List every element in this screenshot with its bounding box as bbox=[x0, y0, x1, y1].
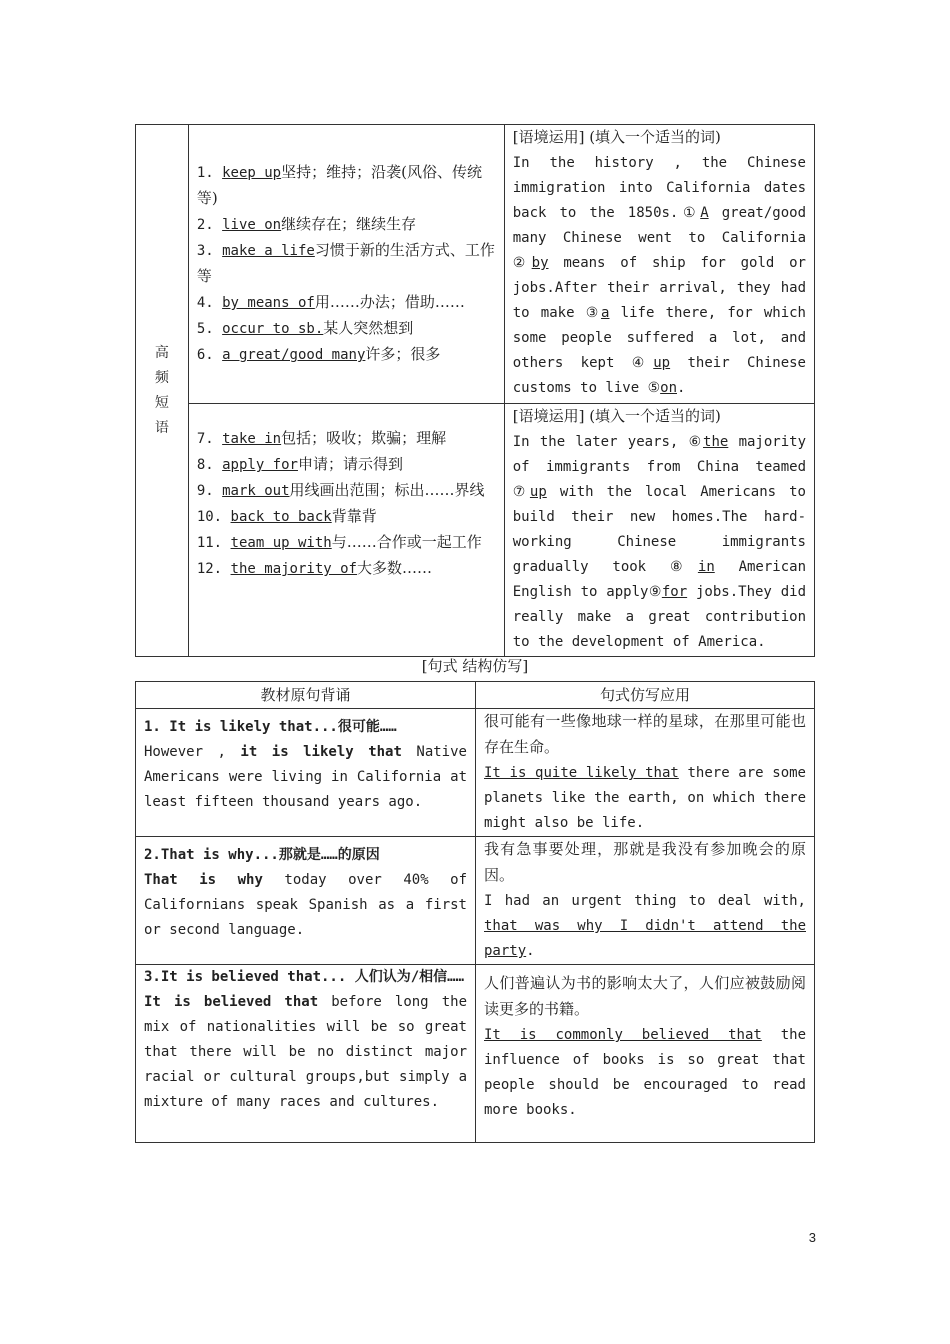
phrase-number: 3. bbox=[196, 243, 214, 259]
phrase-term: a great/good many bbox=[222, 347, 366, 363]
phrase-meaning: 用线画出范围；标出……界线 bbox=[289, 481, 485, 499]
context-text: majority of immigrants from China teamed bbox=[512, 434, 807, 475]
blank-marker: ④ bbox=[631, 355, 654, 371]
phrase-item bbox=[197, 316, 496, 342]
phrase-item bbox=[197, 504, 496, 530]
phrase-term: make a life bbox=[222, 243, 315, 259]
chinese-prompt: 我有急事要处理，那就是我没有参加晚会的原因。 bbox=[484, 840, 806, 884]
phrase-item bbox=[197, 530, 496, 556]
blank-answer: on bbox=[660, 380, 677, 396]
phrase-number: 5. bbox=[196, 321, 214, 337]
pattern-keyword: it is likely that bbox=[240, 744, 402, 760]
blank-answer: for bbox=[661, 584, 688, 600]
context-heading: [语境运用] (填入一个适当的词) bbox=[512, 128, 721, 146]
sentence-text: Native Americans were living in California at least fifteen thousand years ago. bbox=[144, 744, 467, 810]
phrase-meaning: 申请；请示得到 bbox=[297, 455, 403, 473]
blank-answer: A bbox=[700, 205, 709, 221]
phrase-meaning: 与……合作或一起工作 bbox=[331, 533, 482, 551]
phrase-meaning: 大多数…… bbox=[356, 559, 432, 577]
context-text: with the local Americans to build their new homes.The hard-working Chinese immigrants gradually took bbox=[512, 484, 806, 575]
phrase-term: by means of bbox=[222, 295, 315, 311]
answer-text: It is quite likely that bbox=[484, 765, 679, 781]
blank-marker: ② bbox=[512, 255, 532, 271]
phrase-term: mark out bbox=[222, 483, 290, 499]
phrase-list-2 bbox=[188, 404, 504, 657]
phrase-meaning: 习惯于新的生活方式、工作等 bbox=[196, 241, 495, 285]
phrase-item bbox=[197, 556, 496, 582]
pattern-title: 1. It is likely that...很可能…… bbox=[144, 719, 397, 735]
blank-answer: up bbox=[653, 355, 671, 371]
blank-marker: ⑦ bbox=[512, 484, 530, 500]
phrase-item bbox=[197, 290, 496, 316]
phrase-item bbox=[197, 478, 496, 504]
pattern-keyword: That is why bbox=[144, 872, 263, 888]
phrase-item bbox=[197, 426, 496, 452]
pattern-keyword: It is believed that bbox=[144, 994, 319, 1010]
phrase-term: occur to sb. bbox=[222, 321, 324, 337]
phrase-term: back to back bbox=[230, 509, 332, 525]
original-sentence-3 bbox=[136, 965, 476, 1143]
blank-marker: ③ bbox=[585, 305, 602, 321]
phrase-number: 11. bbox=[196, 535, 223, 551]
blank-marker: ① bbox=[678, 205, 701, 221]
sentence-text: today over 40% of Californians speak Spanish as a first or second language. bbox=[144, 872, 467, 938]
blank-answer: the bbox=[703, 434, 729, 450]
pattern-title: 3.It is believed that... 人们认为/相信…… bbox=[144, 969, 465, 985]
phrase-item bbox=[197, 342, 496, 368]
blank-marker: ⑨ bbox=[648, 584, 662, 600]
chinese-prompt: 很可能有一些像地球一样的星球，在那里可能也存在生命。 bbox=[484, 712, 806, 756]
blank-marker: ⑤ bbox=[647, 380, 661, 396]
sentence-pattern-table bbox=[135, 681, 815, 1143]
imitation-1 bbox=[476, 709, 815, 837]
phrase-number: 8. bbox=[196, 457, 214, 473]
phrase-number: 7. bbox=[196, 431, 214, 447]
phrase-item bbox=[197, 238, 496, 290]
phrase-number: 4. bbox=[196, 295, 214, 311]
context-text: their Chinese customs to live bbox=[512, 355, 806, 396]
phrase-meaning: 包括；吸收；欺骗；理解 bbox=[281, 429, 447, 447]
phrase-term: take in bbox=[222, 431, 282, 447]
sentence-section-caption: [句式 结构仿写] bbox=[421, 657, 529, 675]
context-text: life there, for which some people suffered a lot, and others kept bbox=[512, 305, 806, 371]
phrase-term: live on bbox=[222, 217, 282, 233]
sentence-text: before long the mix of nationalities will be so great that there will be no distinct major racial or cultural groups,but simply a mixture of many races and cultures. bbox=[144, 994, 467, 1110]
context-exercise-1 bbox=[504, 125, 814, 404]
imitation-2 bbox=[476, 837, 815, 965]
imitation-3 bbox=[476, 965, 815, 1143]
column-header-imitation: 句式仿写应用 bbox=[476, 682, 815, 709]
context-text: means of ship for gold or jobs.After their arrival, they had to make bbox=[512, 255, 806, 321]
phrase-meaning: 许多；很多 bbox=[365, 345, 441, 363]
blank-answer: up bbox=[529, 484, 547, 500]
phrase-term: apply for bbox=[222, 457, 298, 473]
sentence-text: . bbox=[526, 943, 535, 959]
phrase-meaning: 用……办法；借助…… bbox=[314, 293, 465, 311]
sentence-text: the influence of books is so great that people should be encouraged to read more books. bbox=[484, 1027, 806, 1118]
phrase-term: team up with bbox=[230, 535, 332, 551]
phrase-number: 6. bbox=[196, 347, 214, 363]
section-label-high-frequency-phrases: 高 频 短 语 bbox=[136, 125, 189, 657]
blank-answer: in bbox=[697, 559, 715, 575]
blank-answer: by bbox=[531, 255, 549, 271]
phrase-number: 9. bbox=[196, 483, 214, 499]
blank-answer: a bbox=[601, 305, 610, 321]
phrase-item bbox=[197, 452, 496, 478]
phrase-number: 12. bbox=[196, 561, 223, 577]
phrases-table bbox=[135, 124, 815, 657]
blank-marker: ⑥ bbox=[688, 434, 704, 450]
sentence-text: I had an urgent thing to deal with, bbox=[484, 893, 806, 909]
blank-marker: ⑧ bbox=[669, 559, 698, 575]
context-text: great/good many Chinese went to California bbox=[512, 205, 806, 246]
page-number: 3 bbox=[808, 1230, 816, 1245]
phrase-meaning: 背靠背 bbox=[331, 507, 377, 525]
context-text: American English to apply bbox=[512, 559, 806, 600]
phrase-number: 2. bbox=[196, 217, 214, 233]
phrase-item bbox=[197, 160, 496, 212]
context-text: In the history , the Chinese immigration into California dates back to the 1850s. bbox=[512, 155, 806, 221]
phrase-group-1 bbox=[197, 160, 496, 368]
phrase-item bbox=[197, 212, 496, 238]
context-text: . bbox=[677, 380, 686, 396]
answer-text: It is commonly believed that bbox=[484, 1027, 762, 1043]
answer-text: that was why I didn't attend the party bbox=[484, 918, 806, 959]
phrase-meaning: 坚持；维持；沿袭(风俗、传统等) bbox=[196, 163, 482, 207]
chinese-prompt: 人们普遍认为书的影响太大了，人们应被鼓励阅读更多的书籍。 bbox=[484, 974, 806, 1018]
sentence-text: there are some planets like the earth, on which there might also be life. bbox=[484, 765, 806, 831]
context-text: jobs.They did really make a great contribution to the development of America. bbox=[512, 584, 806, 650]
pattern-title: 2.That is why...那就是……的原因 bbox=[144, 847, 380, 863]
phrase-list-1 bbox=[188, 125, 504, 404]
context-text: In the later years, bbox=[512, 434, 689, 450]
phrase-number: 10. bbox=[196, 509, 223, 525]
original-sentence-2 bbox=[136, 837, 476, 965]
phrase-meaning: 某人突然想到 bbox=[323, 319, 414, 337]
phrase-term: the majority of bbox=[230, 561, 357, 577]
sentence-text: However , bbox=[144, 744, 241, 760]
phrase-number: 1. bbox=[196, 165, 214, 181]
original-sentence-1 bbox=[136, 709, 476, 837]
context-exercise-2 bbox=[504, 404, 814, 657]
phrase-meaning: 继续存在；继续生存 bbox=[281, 215, 417, 233]
phrase-group-2 bbox=[197, 426, 496, 582]
column-header-original: 教材原句背诵 bbox=[136, 682, 476, 709]
phrase-term: keep up bbox=[222, 165, 282, 181]
context-heading: [语境运用] (填入一个适当的词) bbox=[512, 407, 721, 425]
